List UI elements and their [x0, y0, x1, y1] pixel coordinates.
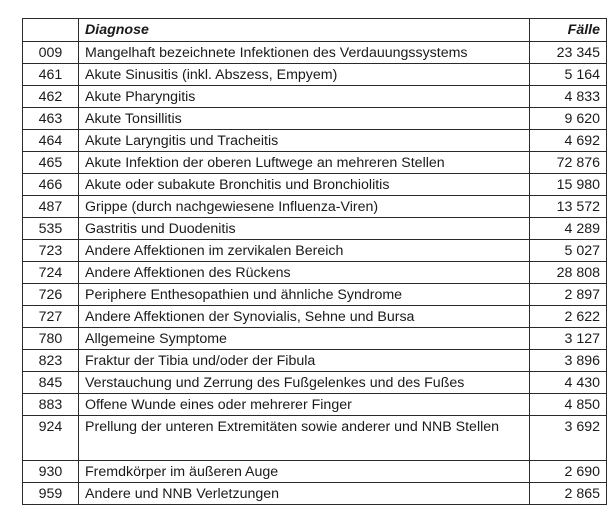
diagnosis-table-container: [22, 18, 606, 505]
table-row: [23, 42, 607, 64]
row-diagnosis: Akute Infektion der oberen Luftwege an mehreren Stellen: [79, 152, 530, 174]
row-cases: 2 865: [530, 483, 607, 505]
row-code: 726: [23, 284, 79, 306]
row-diagnosis: Gastritis und Duodenitis: [79, 218, 530, 240]
diagnosis-table: [22, 18, 607, 505]
row-cases: 9 620: [530, 108, 607, 130]
row-cases: 4 850: [530, 394, 607, 416]
table-row: [23, 174, 607, 196]
table-row: [23, 483, 607, 505]
header-cases: Fälle: [530, 19, 607, 42]
row-cases: 2 690: [530, 461, 607, 483]
row-code: 535: [23, 218, 79, 240]
table-row: [23, 152, 607, 174]
row-diagnosis: Andere Affektionen der Synovialis, Sehne und Bursa: [79, 306, 530, 328]
table-row: [23, 461, 607, 483]
row-diagnosis: Fremdkörper im äußeren Auge: [79, 461, 530, 483]
row-diagnosis: Akute Pharyngitis: [79, 86, 530, 108]
table-header: [23, 19, 607, 42]
row-cases: 2 622: [530, 306, 607, 328]
row-code: 009: [23, 42, 79, 64]
row-cases: 4 289: [530, 218, 607, 240]
row-code: 466: [23, 174, 79, 196]
table-row: [23, 306, 607, 328]
row-cases: 3 127: [530, 328, 607, 350]
row-diagnosis: Akute Laryngitis und Tracheitis: [79, 130, 530, 152]
row-cases: 4 833: [530, 86, 607, 108]
table-row: [23, 284, 607, 306]
row-diagnosis: Andere Affektionen im zervikalen Bereich: [79, 240, 530, 262]
table-row: [23, 218, 607, 240]
row-diagnosis: Grippe (durch nachgewiesene Influenza-Viren): [79, 196, 530, 218]
row-diagnosis: Allgemeine Symptome: [79, 328, 530, 350]
row-diagnosis: Prellung der unteren Extremitäten sowie anderer und NNB Stellen: [79, 416, 530, 461]
table-row: [23, 416, 607, 461]
row-code: 930: [23, 461, 79, 483]
row-diagnosis: Andere Affektionen des Rückens: [79, 262, 530, 284]
row-diagnosis: Akute Tonsillitis: [79, 108, 530, 130]
row-cases: 5 027: [530, 240, 607, 262]
table-row: [23, 108, 607, 130]
header-row: [23, 19, 607, 42]
table-row: [23, 240, 607, 262]
row-code: 461: [23, 64, 79, 86]
row-cases: 3 896: [530, 350, 607, 372]
row-code: 464: [23, 130, 79, 152]
row-cases: 13 572: [530, 196, 607, 218]
row-cases: 2 897: [530, 284, 607, 306]
table-row: [23, 196, 607, 218]
header-diagnosis: Diagnose: [79, 19, 530, 42]
row-cases: 3 692: [530, 416, 607, 461]
row-code: 463: [23, 108, 79, 130]
row-code: 462: [23, 86, 79, 108]
row-code: 487: [23, 196, 79, 218]
row-code: 465: [23, 152, 79, 174]
row-diagnosis: Akute Sinusitis (inkl. Abszess, Empyem): [79, 64, 530, 86]
row-code: 924: [23, 416, 79, 461]
table-row: [23, 86, 607, 108]
row-diagnosis: Mangelhaft bezeichnete Infektionen des Verdauungssystems: [79, 42, 530, 64]
row-cases: 23 345: [530, 42, 607, 64]
row-cases: 5 164: [530, 64, 607, 86]
row-diagnosis: Akute oder subakute Bronchitis und Bronchiolitis: [79, 174, 530, 196]
table-row: [23, 328, 607, 350]
row-cases: 4 430: [530, 372, 607, 394]
table-body: [23, 42, 607, 505]
table-row: [23, 350, 607, 372]
row-cases: 4 692: [530, 130, 607, 152]
row-cases: 15 980: [530, 174, 607, 196]
table-row: [23, 64, 607, 86]
row-cases: 72 876: [530, 152, 607, 174]
row-diagnosis: Fraktur der Tibia und/oder der Fibula: [79, 350, 530, 372]
row-diagnosis: Andere und NNB Verletzungen: [79, 483, 530, 505]
row-code: 780: [23, 328, 79, 350]
row-code: 727: [23, 306, 79, 328]
row-code: 845: [23, 372, 79, 394]
table-row: [23, 262, 607, 284]
table-row: [23, 394, 607, 416]
row-diagnosis: Verstauchung und Zerrung des Fußgelenkes und des Fußes: [79, 372, 530, 394]
row-code: 724: [23, 262, 79, 284]
row-code: 959: [23, 483, 79, 505]
row-diagnosis: Periphere Enthesopathien und ähnliche Syndrome: [79, 284, 530, 306]
row-code: 883: [23, 394, 79, 416]
table-row: [23, 130, 607, 152]
row-diagnosis: Offene Wunde eines oder mehrerer Finger: [79, 394, 530, 416]
row-code: 723: [23, 240, 79, 262]
header-code: [23, 19, 79, 42]
row-cases: 28 808: [530, 262, 607, 284]
table-row: [23, 372, 607, 394]
row-code: 823: [23, 350, 79, 372]
